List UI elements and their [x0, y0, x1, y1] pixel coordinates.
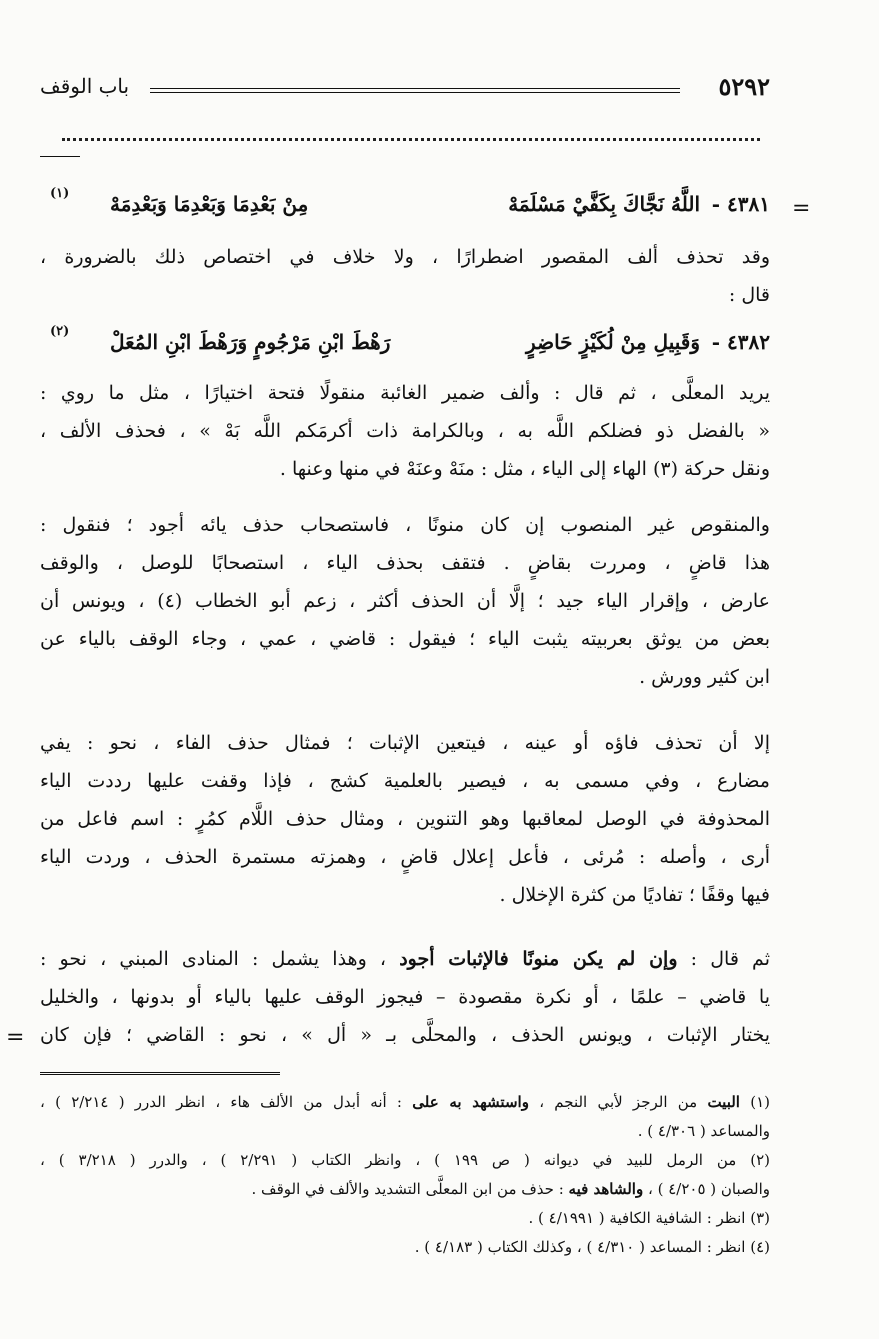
text-line: بعض من يوثق بعربيته يثبت الياء ؛ فيقول : قاضي ، عمي ، وجاء الوقف بالياء عن: [40, 628, 770, 650]
text-run: ، وهذا يشمل : المنادى المبني ، نحو :: [40, 948, 400, 970]
text-run: (١): [739, 1093, 770, 1111]
text-line: المحذوفة في الوصل لمعاقبها وهو التنوين ، ومثال حذف اللَّام كمُرٍ : اسم فاعل من: [40, 808, 770, 830]
text-line: وقد تحذف ألف المقصور اضطرارًا ، ولا خلاف في اختصاص ذلك بالضرورة ،: [40, 246, 770, 268]
text-line: عارض ، وإقرار الياء جيد ؛ إلَّا أن الحذف أكثر ، زعم أبو الخطاب (٤) ، ويونس أن: [40, 590, 770, 612]
paragraph-1: [40, 238, 770, 314]
footnote-3: (٣) انظر : الشافية الكافية ( ٤/١٩٩١ ) .: [528, 1209, 770, 1227]
text-line: أرى ، وأصله : مُرئى ، فأعل إعلال قاضٍ ، وهمزته مستمرة الحذف ، وردت الياء: [40, 846, 770, 868]
text-line: إلا أن تحذف فاؤه أو عينه ، فيتعين الإثبات ؛ فمثال حذف الفاء ، نحو : يفي: [40, 732, 770, 754]
text-line: يا قاضي – علمًا ، أو نكرة مقصودة – فيجوز الوقف عليها بالياء أو بدونها ، والخليل: [40, 986, 770, 1008]
footnote-2-line: (٢) من الرمل للبيد في ديوانه ( ص ١٩٩ ) ، وانظر الكتاب ( ٢/٢٩١ ) ، والدرر ( ٣/٢١٨ ) ،: [40, 1151, 770, 1169]
page-number: ٥٢٩٢: [718, 72, 770, 101]
text-run: : أنه أبدل من الألف هاء ، انظر الدرر ( ٢/٢١٤ ) ،: [40, 1093, 413, 1111]
header-rule: [150, 88, 680, 89]
text-run: من الرجز لأبي النجم ،: [528, 1093, 708, 1111]
text-line: « بالفضل ذو فضلكم اللَّه به ، وبالكرامة ذات أكرمَكم اللَّه بَهْ » ، فحذف الألف ،: [40, 420, 770, 442]
footnote-ref-2: (٢): [50, 324, 70, 339]
header-rule-double: [150, 92, 680, 93]
text-line: قال :: [728, 284, 770, 306]
footnote-4: (٤) انظر : المساعد ( ٤/٣١٠ ) ، وكذلك الكتاب ( ٤/١٨٣ ) .: [414, 1238, 770, 1256]
text-line: ابن كثير وورش .: [639, 666, 770, 688]
continuation-mark-start: =: [792, 196, 811, 221]
text-line: يريد المعلَّى ، ثم قال : وألف ضمير الغائبة منقولًا فتحة اختيارًا ، مثل ما روي :: [40, 382, 770, 404]
verse-number: ٤٣٨١ -: [711, 192, 770, 216]
verse-number: ٤٣٨٢ -: [711, 330, 770, 354]
page-header: [40, 72, 770, 112]
footnotes: [40, 1088, 770, 1262]
text-line: يختار الإثبات ، ويونس الحذف ، والمحلَّى بـ « أل » ، نحو : القاضي ؛ فإن كان: [40, 1024, 770, 1046]
verse-4381: [40, 186, 770, 232]
footnote-1-line: [40, 1088, 770, 1117]
book-page: [40, 60, 770, 1300]
text-line: مضارع ، وفي مسمى به ، فيصير بالعلمية كشج ، فإذا وقفت عليها رددت الياء: [40, 770, 770, 792]
text-line: والمنقوص غير المنصوب إن كان منونًا ، فاستصحاب حذف يائه أجود ؛ فنقول :: [40, 514, 770, 536]
text-run: ثم قال :: [677, 948, 770, 970]
bold-run: واستشهد به على: [412, 1093, 529, 1111]
verse-hemistich-2: رَهْطَ ابْنِ مَرْجُومٍ وَرَهْطَ ابْنِ المُعَلْ: [110, 330, 391, 354]
footnote-separator: [40, 1072, 280, 1075]
text-line: فيها وقفًا ؛ تفاديًا من كثرة الإخلال .: [499, 884, 770, 906]
paragraph-5: [40, 940, 770, 1054]
text-run: والصبان ( ٤/٢٠٥ ) ،: [643, 1180, 770, 1198]
continuation-mark-end: =: [6, 1025, 25, 1050]
paragraph-4: [40, 724, 770, 914]
paragraph-3: [40, 506, 770, 696]
dotted-separator: [62, 138, 760, 141]
text-run: : حذف من ابن المعلَّى التشديد والألف في الوقف .: [251, 1180, 569, 1198]
bold-run: البيت: [707, 1093, 740, 1111]
text-line: [40, 940, 770, 978]
text-line: ونقل حركة (٣) الهاء إلى الياء ، مثل : منَهْ وعنَهْ في منها وعنها .: [279, 458, 770, 480]
verse-4382: [40, 324, 770, 370]
verse-hemistich-1: وَقَبِيلِ مِنْ لُكَيْزٍ حَاضِرٍ: [526, 330, 700, 354]
short-rule: [40, 156, 80, 157]
verse-hemistich-2: مِنْ بَعْدِمَا وَبَعْدِمَا وَبَعْدِمَهْ: [110, 192, 309, 216]
running-title: باب الوقف: [40, 74, 130, 98]
quoted-text-bold: وإن لم يكن منونًا فالإثبات أجود: [399, 948, 678, 970]
footnote-2-line: [40, 1175, 770, 1204]
footnote-ref-1: (١): [50, 186, 70, 201]
footnote-1-line: والمساعد ( ٤/٣٠٦ ) .: [637, 1122, 770, 1140]
text-line: هذا قاضٍ ، ومررت بقاضٍ . فتقف بحذف الياء ، استصحابًا للوصل ، والوقف: [40, 552, 770, 574]
bold-run: والشاهد فيه: [568, 1180, 644, 1198]
paragraph-2: [40, 374, 770, 488]
verse-hemistich-1: اللَّهُ نَجَّاكَ بِكَفَّيْ مَسْلَمَهْ: [508, 192, 700, 216]
